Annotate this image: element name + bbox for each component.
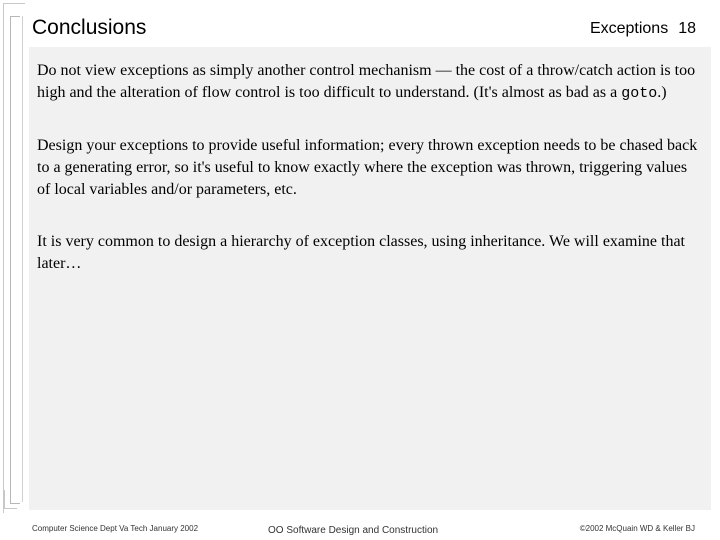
frame-line-inner (16, 16, 23, 502)
code-goto: goto (621, 85, 658, 102)
paragraph-2: Design your exceptions to provide useful information; every thrown exception needs to be chased back to a generating error, so it's useful to know exactly where the exception was thrown, triggering values of local variables and/or parameters, etc. (37, 137, 698, 198)
paragraph-3: It is very common to design a hierarchy of exception classes, using inheritance. We will examine that later… (37, 233, 685, 272)
slide-header (590, 20, 696, 38)
paragraph-1 (37, 60, 702, 105)
footer-left: Computer Science Dept Va Tech January 2002 (32, 524, 199, 533)
footer-center: OO Software Design and Construction (268, 525, 439, 536)
page-number: 18 (678, 20, 696, 37)
frame-line-top (3, 3, 25, 4)
footer-right: ©2002 McQuain WD & Keller BJ (579, 524, 695, 533)
frame-corner (4, 490, 17, 509)
slide-body (37, 60, 702, 305)
frame-line-left (3, 3, 4, 513)
section-name: Exceptions (589, 20, 669, 37)
paragraph-1-text: Do not view exceptions as simply another control mechanism — the cost of a throw/catch action is too high and the alteration of flow control is too difficult to understand. (It's almost as bad as a (37, 62, 696, 101)
paragraph-1-end: .) (657, 84, 667, 101)
slide-title: Conclusions (32, 16, 147, 39)
